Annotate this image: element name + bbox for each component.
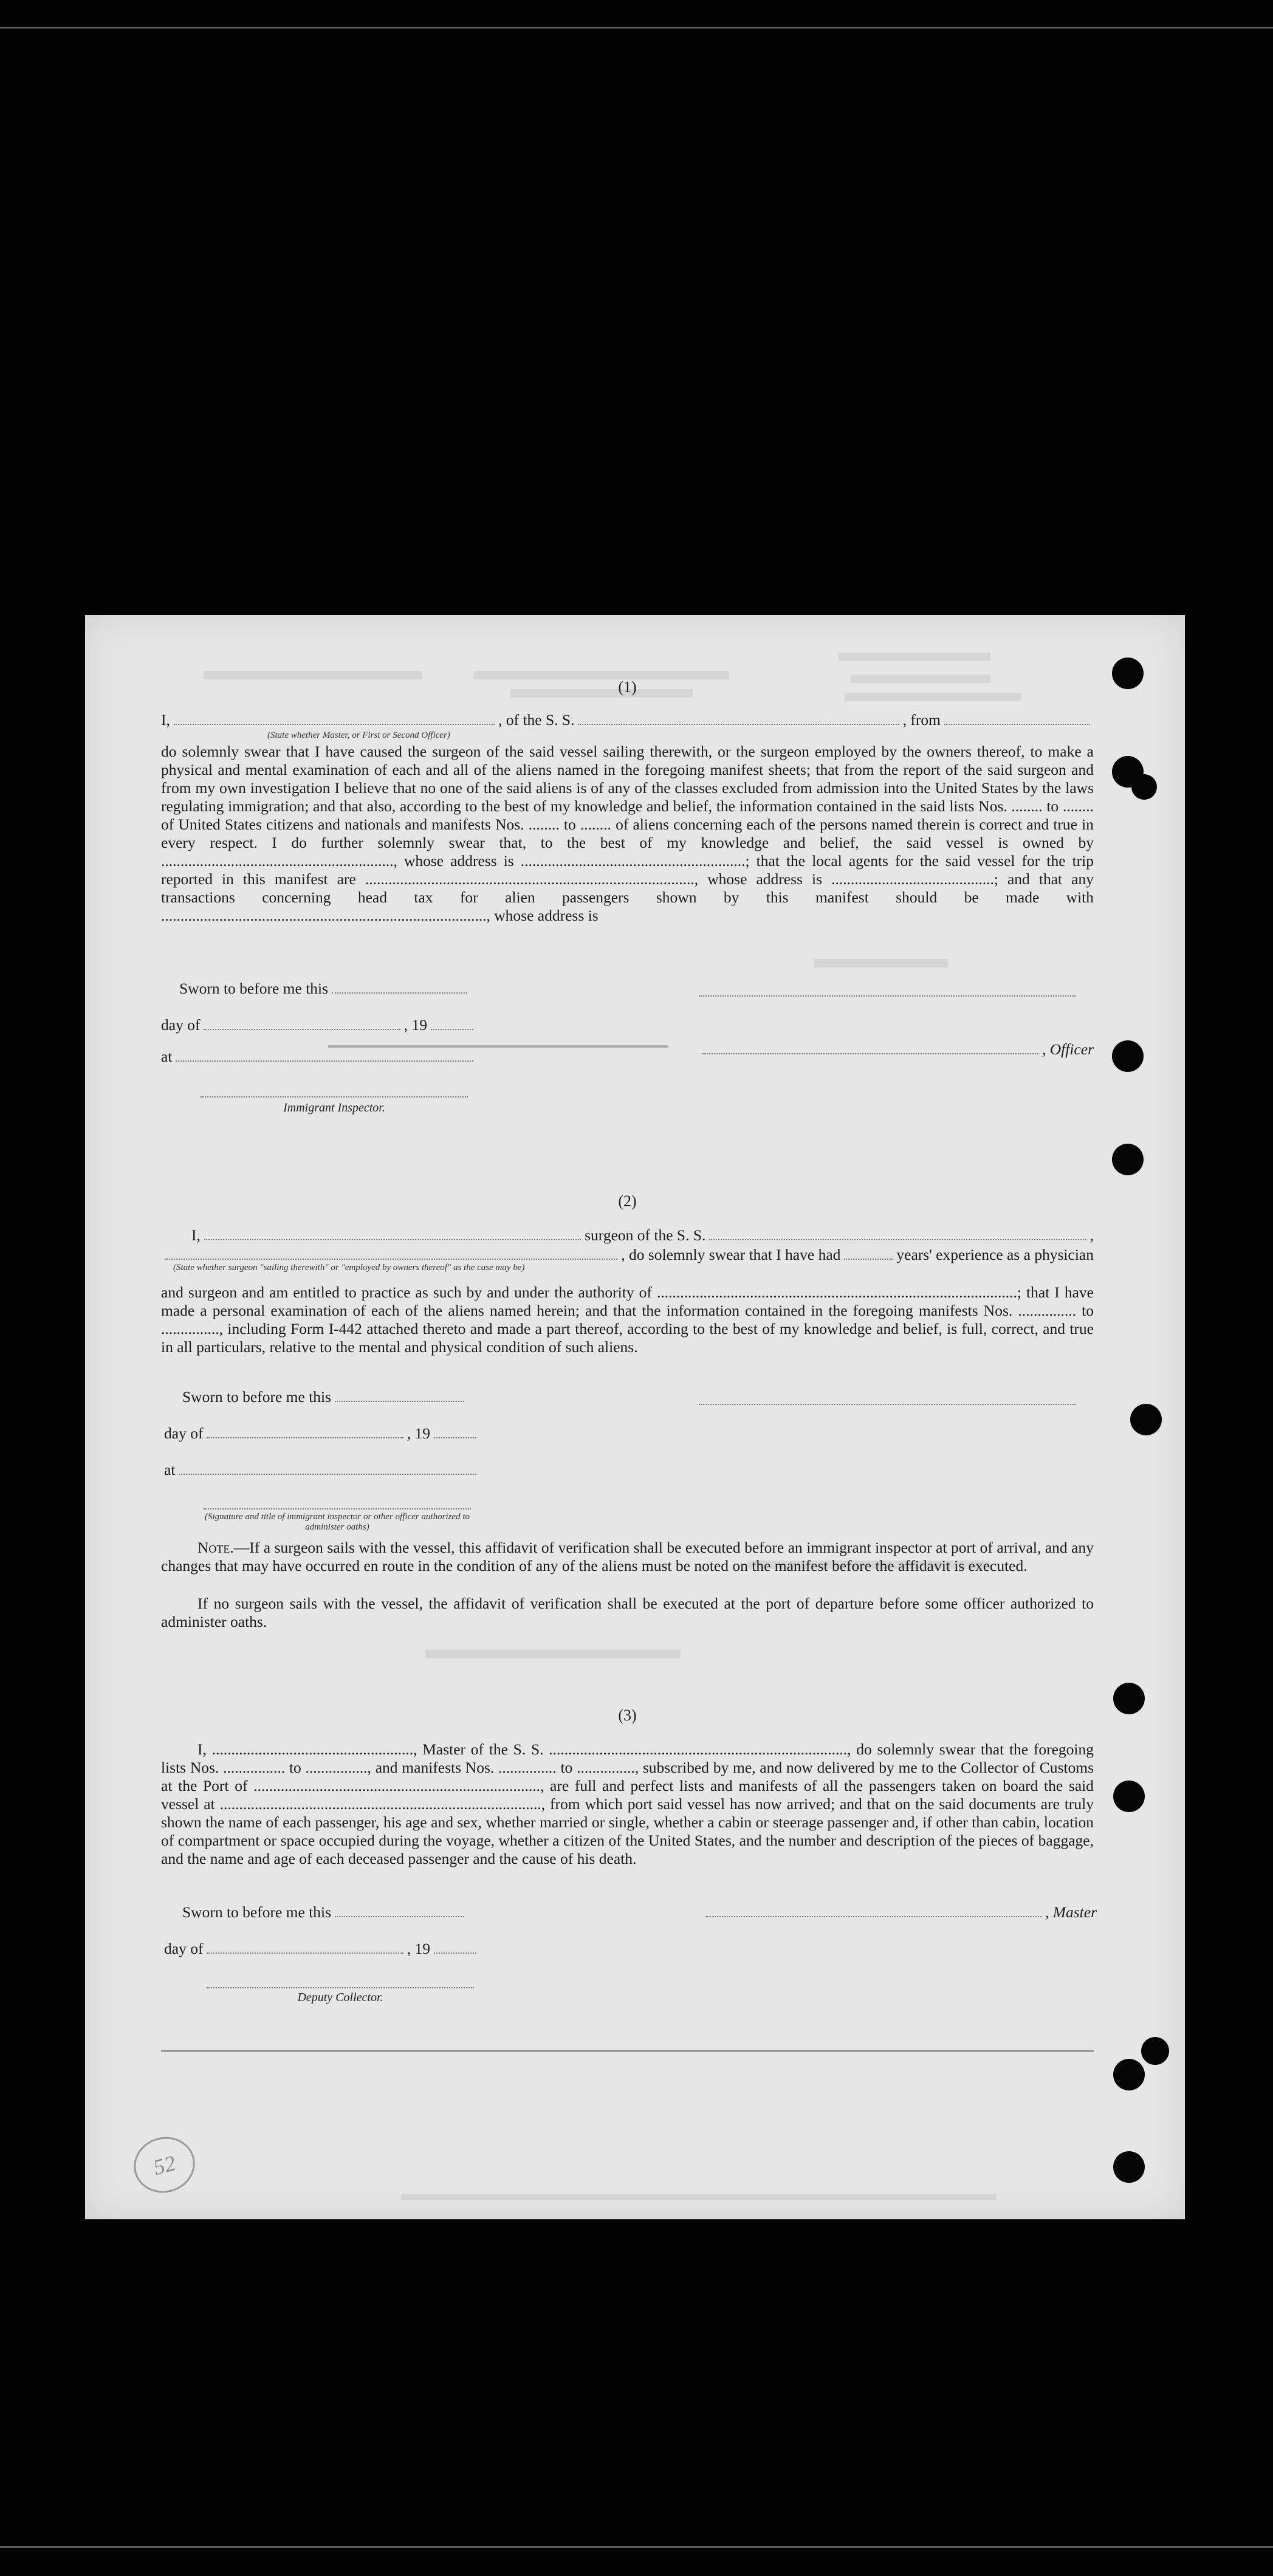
blank-field: [705, 1904, 1041, 1917]
section-1-caption: (State whether Master, or First or Second Officer): [267, 730, 450, 740]
section-1-day-of: [161, 1016, 477, 1034]
section-2-line-2: [161, 1246, 1094, 1264]
section-2-line-2-end: years' experience as a physician: [896, 1246, 1094, 1263]
bleed-through-mark: [839, 653, 990, 661]
blank-field: [179, 1461, 476, 1475]
at-label: at: [164, 1461, 176, 1479]
section-3-number: (3): [618, 1706, 637, 1724]
sworn-label: Sworn to before me this: [182, 1903, 332, 1921]
section-3-sworn: [182, 1903, 468, 1922]
section-2-line-1: I, surgeon of the S. S. ,: [191, 1226, 1094, 1244]
day-of-label: day of: [164, 1940, 204, 1957]
blank-field: [944, 712, 1090, 725]
punch-hole: [1113, 2059, 1145, 2090]
punch-hole: [1112, 1040, 1144, 1072]
inspector-signature-line: [204, 1508, 471, 1510]
section-2-day-of: [164, 1424, 480, 1443]
blank-field: [207, 1940, 403, 1954]
at-label: at: [161, 1048, 173, 1065]
blank-field: [335, 1389, 464, 1402]
punch-hole: [1113, 1683, 1145, 1714]
section-2-note: [161, 1539, 1094, 1575]
section-2-line-1-start: I,: [191, 1226, 201, 1244]
section-1-line-1-mid: , of the S. S.: [498, 711, 575, 729]
blank-field: [434, 1425, 476, 1438]
bleed-through-mark: [814, 959, 948, 967]
document-page: [85, 615, 1185, 2219]
scan-bottom-line: [0, 2546, 1273, 2548]
scan-top-line: [0, 27, 1273, 29]
day-of-label: day of: [164, 1424, 204, 1442]
punch-hole: [1113, 1781, 1145, 1812]
section-2-sworn: [182, 1388, 468, 1406]
inspector-signature-line: [201, 1096, 468, 1097]
section-1-body: do solemnly swear that I have caused the surgeon of the said vessel sailing therewith, or the surgeon employed by the owners thereof, to make a physical and mental examination of each and all of the aliens named in the foregoing manifest sheets; that from the report of the said surgeon and from my own investigation I believe that no one of the said aliens is of any of the classes excluded from admission into the United States by the laws regulating immigration; and that also, according to the best of my knowledge and belief, the information contained in the said lists Nos. ........ to ........ of United States citizens and nationals and manifests Nos. ........ to ........ of aliens concerning each of the persons named therein is correct and true in every respect. I do further solemnly swear that, to the best of my knowledge and belief, the said vessel is owned by ............................................................, whose address is ..........................................................; that the local agents for the said vessel for the trip reported in this manifest are ....................................................................................., whose address is ..........................................; and that any transactions concerning head tax for alien passengers shown by this manifest should be made with ...................................................................................., whose address is: [161, 743, 1094, 924]
section-1-at: [161, 1048, 477, 1066]
punch-hole: [1131, 774, 1157, 800]
section-2-line-2-mid: , do solemnly swear that I have had: [621, 1246, 841, 1263]
punch-hole: [1112, 1144, 1144, 1175]
blank-field: [578, 712, 899, 725]
surgeon-signature-line: [699, 1404, 1076, 1405]
section-3-master-line: [702, 1903, 1097, 1922]
blank-field: [207, 1425, 403, 1438]
blank-field: [176, 1048, 473, 1062]
bleed-through-mark: [425, 1650, 681, 1658]
bleed-through-footer: [401, 2194, 997, 2200]
officer-signature-line: [699, 995, 1076, 997]
section-2-sig-caption: (Signature and title of immigrant inspector or other officer authorized to administer oaths): [204, 1512, 470, 1532]
year-label: , 19: [407, 1424, 430, 1442]
collector-label: Deputy Collector.: [297, 1991, 383, 2004]
margin-circled-number: 52: [128, 2130, 201, 2199]
collector-signature-line: [207, 1987, 474, 1988]
section-2-number: (2): [618, 1192, 637, 1210]
punch-hole: [1112, 658, 1144, 689]
note-text: —If a surgeon sails with the vessel, this affidavit of verification shall be executed before an immigrant inspector at port of arrival, and any changes that may have occurred en route in the condition of any of the aliens must be noted on the manifest before the affidavit is executed.: [161, 1539, 1094, 1575]
blank-field: [335, 1904, 464, 1917]
punch-hole: [1141, 2037, 1169, 2065]
blank-field: [709, 1227, 1086, 1240]
blank-field: [434, 1940, 476, 1954]
section-3-day-of: [164, 1940, 480, 1958]
section-2-body: and surgeon and am entitled to practice as such by and under the authority of .............................................................................................; that I have made a personal examination of each of the aliens named herein; and that the information contained in the foregoing manifests Nos. ............... to ..............., including Form I-442 attached thereto and made a part thereof, according to the best of my knowledge and belief, is full, correct, and true in all particulars, relative to the mental and physical condition of such aliens.: [161, 1283, 1094, 1356]
blank-field: [431, 1017, 473, 1030]
sworn-label: Sworn to before me this: [182, 1388, 332, 1406]
bottom-rule: [161, 2050, 1094, 2052]
blank-field: [332, 980, 467, 994]
section-1-sworn: [179, 980, 471, 998]
blank-field: [174, 712, 495, 725]
day-of-label: day of: [161, 1016, 201, 1034]
blank-field: [844, 1246, 893, 1260]
sworn-label: Sworn to before me this: [179, 980, 329, 997]
master-label: , Master: [1045, 1903, 1097, 1921]
punch-hole: [1113, 2151, 1145, 2183]
section-2-line-1-mid: surgeon of the S. S.: [585, 1226, 706, 1244]
note-label: Note.: [197, 1539, 234, 1556]
section-1-number: (1): [618, 678, 637, 696]
blank-field: [204, 1227, 581, 1240]
section-2-at: [164, 1461, 480, 1479]
year-label: , 19: [407, 1940, 430, 1957]
section-1-line-1: [161, 711, 1094, 729]
blank-field: [165, 1246, 617, 1260]
section-1-officer-line: [699, 1040, 1094, 1059]
officer-label: , Officer: [1042, 1040, 1094, 1058]
section-2-caption: (State whether surgeon "sailing therewith" or "employed by owners thereof" as the case may be): [173, 1263, 525, 1273]
punch-hole: [1130, 1404, 1162, 1435]
section-2-note-2: If no surgeon sails with the vessel, the affidavit of verification shall be executed at the port of departure before some officer authorized to administer oaths.: [161, 1595, 1094, 1630]
inspector-label: Immigrant Inspector.: [283, 1101, 385, 1115]
year-label: , 19: [403, 1016, 427, 1034]
blank-field: [204, 1017, 400, 1030]
section-3-body: I, ...................................................., Master of the S. S. ............................................................................., do solemnly swear that the foregoing lists Nos. ................ to ................, and manifests Nos. ............... to ..............., subscribed by me, and now delivered by me to the Collector of Customs at the Port of .........................................................................., are full and perfect lists and manifests of all the passengers taken on board the said vessel at ..................................................................................., from which port said vessel has now arrived; and that on the said documents are truly shown the name of each passenger, his age and sex, whether married or single, whether a cabin or steerage passenger and, if other than cabin, location of compartment or space occupied during the voyage, whether a citizen of the United States, and the number and description of the pieces of baggage, and the name and age of each deceased passenger and the cause of his death.: [161, 1740, 1094, 1867]
blank-field: [702, 1041, 1038, 1054]
section-1-line-1-end: , from: [902, 711, 941, 729]
section-1-line-1-start: I,: [161, 711, 170, 729]
